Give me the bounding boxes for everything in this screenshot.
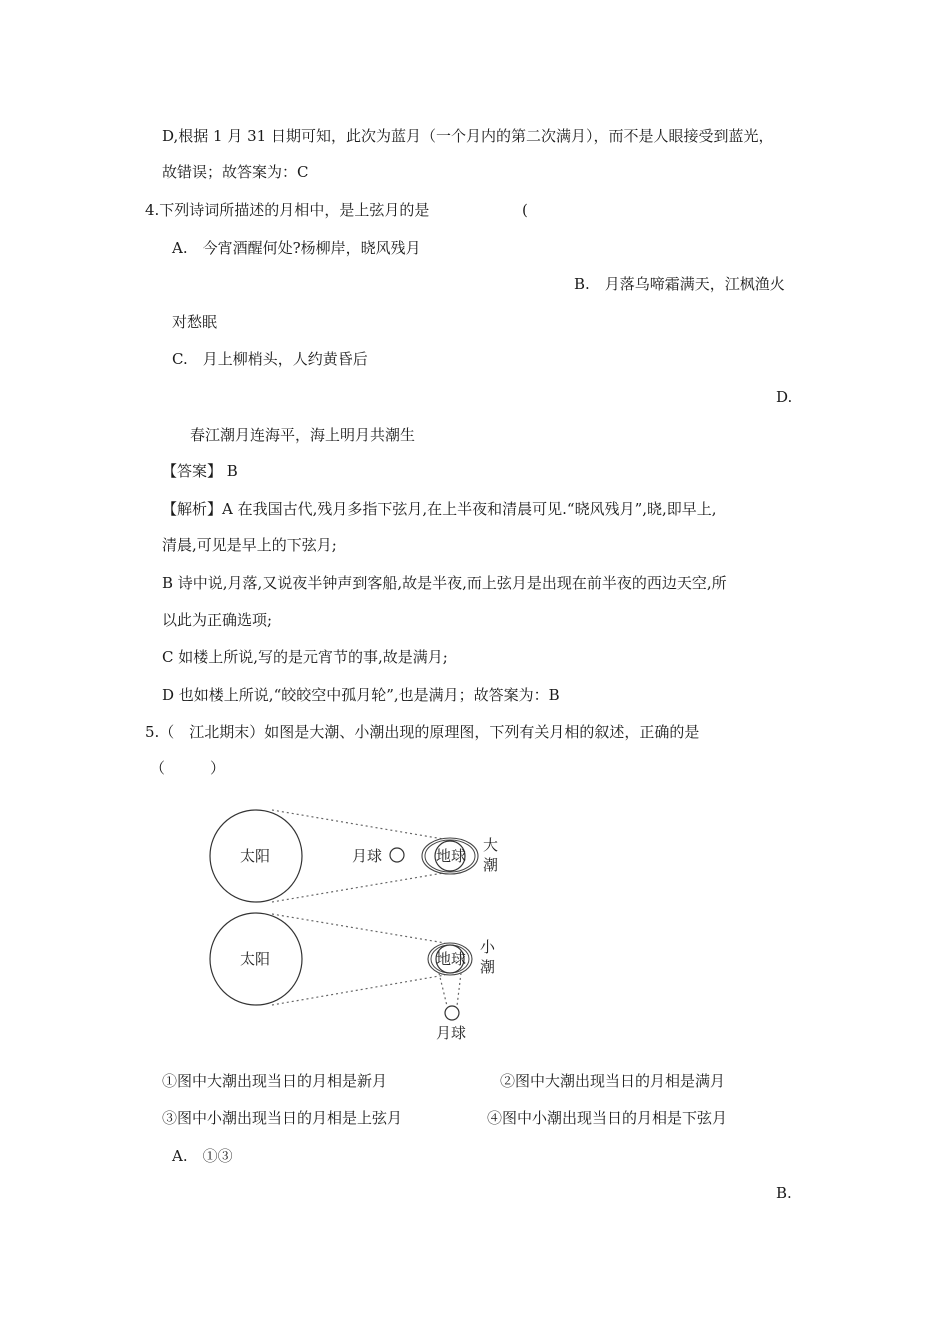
q4-stem: 4.下列诗词所描述的月相中，是上弦月的是 [145, 201, 430, 219]
q4-analysis-a-line2: 清晨,可见是早上的下弦月; [162, 536, 337, 554]
q5-statement-2: ②图中大潮出现当日的月相是满月 [500, 1072, 726, 1090]
q4-analysis-d: D 也如楼上所说,“皎皎空中孤月轮”,也是满月；故答案为：B [162, 686, 560, 704]
tide-principle-diagram [200, 800, 520, 1050]
moonray-right [457, 973, 461, 1006]
earth-label-bottom: 地球 [436, 950, 467, 968]
q5-statement-3: ③图中小潮出现当日的月相是上弦月 [162, 1109, 403, 1127]
q4-option-b-part2: 对愁眠 [172, 313, 218, 331]
q4-analysis-a-line1: 【解析】A 在我国古代,残月多指下弦月,在上半夜和清晨可见.“晓风残月”,晓,即早上, [162, 500, 717, 518]
q5-option-b-label: B. [776, 1184, 792, 1202]
moon-circle-bottom [445, 1006, 459, 1020]
q5-stem: 5.（ 江北期末）如图是大潮、小潮出现的原理图，下列有关月相的叙述，正确的是 [145, 723, 700, 741]
q5-statement-4: ④图中小潮出现当日的月相是下弦月 [487, 1109, 728, 1127]
sunray-top-upper [272, 810, 455, 841]
moon-label-bottom: 月球 [436, 1024, 467, 1042]
q4-option-a: A. 今宵酒醒何处?杨柳岸，晓风残月 [172, 239, 421, 257]
q4-option-d-text: 春江潮月连海平，海上明月共潮生 [190, 426, 416, 444]
earth-label-top: 地球 [436, 847, 467, 865]
q4-answer: 【答案】 B [162, 462, 238, 480]
q4-option-b-part1: B. 月落乌啼霜满天，江枫渔火 [574, 275, 785, 293]
q5-option-a: A. ①③ [172, 1147, 233, 1165]
q5-statement-1: ①图中大潮出现当日的月相是新月 [162, 1072, 388, 1090]
q3-explanation-d-line2: 故错误；故答案为：C [162, 163, 309, 181]
q4-option-d-label: D. [776, 388, 793, 406]
sunray-bottom-lower [272, 975, 445, 1005]
sun-label-bottom: 太阳 [240, 950, 271, 968]
q3-explanation-d-line1: D,根据 1 月 31 日期可知，此次为蓝月（一个月内的第二次满月），而不是人眼接受到蓝光， [162, 127, 774, 145]
q4-analysis-c: C 如楼上所说,写的是元宵节的事,故是满月; [162, 648, 448, 666]
neap-tide-label-char1: 小 [480, 938, 496, 956]
q4-analysis-b-line2: 以此为正确选项; [162, 611, 273, 629]
sunray-bottom-upper [272, 914, 445, 943]
sun-label-top: 太阳 [240, 847, 271, 865]
moon-label-top: 月球 [352, 847, 383, 865]
sunray-top-lower [272, 871, 455, 902]
q4-option-c: C. 月上柳梢头，人约黄昏后 [172, 350, 368, 368]
moonray-left [439, 973, 447, 1006]
q4-analysis-b-line1: B 诗中说,月落,又说夜半钟声到客船,故是半夜,而上弦月是出现在前半夜的西边天空,所 [162, 574, 727, 592]
spring-tide-label-char1: 大 [483, 836, 499, 854]
q4-paren: ( [522, 201, 528, 219]
moon-circle-top [390, 848, 404, 862]
neap-tide-label-char2: 潮 [480, 958, 496, 976]
q5-paren: （ ） [150, 759, 226, 777]
spring-tide-label-char2: 潮 [483, 856, 499, 874]
